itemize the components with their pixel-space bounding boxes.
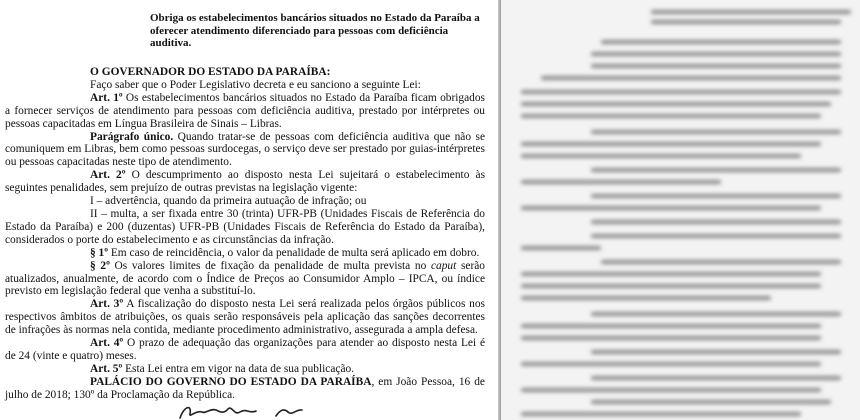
blurred-text-line — [601, 40, 841, 44]
blurred-text-line — [521, 114, 821, 118]
article-2-text: O descumprimento ao disposto nesta Lei sujeitará o estabelecimento às seguintes penalidades, sem prejuízo de outras previstas na legislação vigente: — [5, 169, 485, 195]
blurred-document-page-right — [501, 0, 860, 420]
article-5-text: Esta Lei entra em vigor na data de sua publicação. — [122, 362, 355, 375]
article-4 — [5, 337, 485, 363]
article-5-label: Art. 5º — [90, 362, 123, 375]
article-4-label: Art. 4º — [90, 337, 124, 350]
paragraph-1 — [5, 247, 485, 260]
palace-label: PALÁCIO DO GOVERNO DO ESTADO DA PARAÍBA — [90, 375, 372, 388]
article-2 — [5, 169, 485, 195]
blurred-text-line — [651, 10, 851, 14]
paragraph-1-text: Em caso de reincidência, o valor da penalidade de multa será aplicado em dobro. — [108, 246, 480, 259]
blurred-text-line — [591, 130, 841, 134]
blurred-text-line — [591, 350, 841, 354]
article-3-label: Art. 3º — [90, 298, 124, 311]
blurred-text-line — [601, 260, 841, 264]
blurred-text-line — [521, 206, 821, 210]
blurred-text-line — [591, 168, 841, 172]
blurred-text-line — [521, 336, 821, 340]
blurred-text-line — [521, 388, 821, 392]
blurred-text-line — [591, 312, 841, 316]
blurred-text-line — [591, 234, 841, 238]
blurred-text-line — [521, 272, 821, 276]
article-5 — [5, 363, 485, 376]
blurred-text-line — [521, 142, 821, 146]
article-2-label: Art. 2º — [90, 169, 126, 182]
paragrafo-unico-text: Quando tratar-se de pessoas com deficiência auditiva que não se comuniquem em Libras, bem como pessoas surdocegas, o serviço deve ser prestado por guias-intérpretes ou pessoas capacitadas neste tipo de atendimento. — [5, 130, 485, 169]
blurred-text-line — [591, 64, 841, 68]
preamble: Faço saber que o Poder Legislativo decreta e eu sanciono a seguinte Lei: — [90, 78, 421, 91]
blurred-text-line — [521, 284, 821, 288]
blurred-text-line — [591, 220, 841, 224]
blurred-text-line — [521, 296, 771, 300]
blurred-text-line — [521, 102, 831, 106]
paragraph-2-caput: caput — [430, 259, 457, 272]
blurred-text-line — [521, 154, 801, 158]
blurred-text-line — [591, 194, 841, 198]
blurred-text-line — [651, 20, 841, 24]
paragraph-2-label: § 2º — [90, 259, 110, 272]
article-4-text: O prazo de adequação das organizações para atender ao disposto nesta Lei é de 24 (vinte e quatro) meses. — [5, 337, 485, 362]
blurred-text-line — [521, 412, 801, 416]
blurred-text-line — [521, 324, 821, 328]
paragrafo-unico-label: Parágrafo único. — [90, 130, 174, 143]
paragraph-2-text-b: serão atualizados, anualmente, de acordo com o Índice de Preços ao Consumidor Amplo – IPCA, ou índice previsto em legislação federal que venha a substituí-lo. — [5, 259, 485, 298]
signature-image — [176, 400, 326, 420]
blurred-text-line — [591, 376, 841, 380]
article-2-item-1: I – advertência, quando da primeira autuação de infração; ou — [90, 195, 367, 208]
paragrafo-unico — [5, 131, 485, 170]
article-2-item-2: II – multa, a ser fixada entre 30 (trinta) UFR-PB (Unidades Fiscais de Referência do Estado da Paraíba) e 200 (duzentas) UFR-PB (Unidades Fiscais de Referência do Estado da Paraíba), considerados o porte do estabelecimento e as circunstâncias da infração. — [5, 207, 485, 246]
article-1-label: Art. 1º — [90, 91, 123, 104]
blurred-text-line — [591, 400, 831, 404]
palace-line — [5, 376, 485, 402]
paragraph-2-text-a: Os valores limites de fixação da penalidade de multa prevista no — [109, 259, 431, 272]
blurred-text-line — [521, 362, 821, 366]
blurred-text-block — [501, 0, 860, 420]
law-body — [5, 66, 485, 402]
blurred-text-line — [521, 246, 601, 250]
blurred-text-line — [591, 52, 841, 56]
law-summary: Obriga os estabelecimentos bancários situados no Estado da Paraíba a oferecer atendimento diferenciado para pessoas com deficiência auditiva. — [150, 12, 480, 50]
blurred-text-line — [541, 76, 841, 80]
paragraph-1-label: § 1º — [90, 246, 108, 259]
governor-heading: O GOVERNADOR DO ESTADO DA PARAÍBA: — [90, 66, 331, 78]
blurred-text-line — [521, 180, 721, 184]
article-1 — [5, 92, 485, 131]
article-1-text: Os estabelecimentos bancários situados no Estado da Paraíba ficam obrigados a fornecer serviços de atendimento para pessoas com deficiência auditiva, prestado por intérpretes ou pessoas capacitadas em Língua Brasileira de Sinais – Libras. — [5, 91, 485, 130]
blurred-text-line — [521, 90, 841, 94]
paragraph-2 — [5, 260, 485, 299]
palace-text: , em João Pessoa, 16 de julho de 2018; 130º da Proclamação da República. — [5, 375, 485, 401]
article-3-text: A fiscalização do disposto nesta Lei será realizada pelos órgãos públicos nos respectivos âmbitos de atribuições, os quais serão responsáveis pela aplicação das sanções decorrentes de infrações às normas nela contida, mediante procedimento administrativo, assegurada a ampla defesa. — [5, 298, 485, 337]
article-3 — [5, 298, 485, 337]
